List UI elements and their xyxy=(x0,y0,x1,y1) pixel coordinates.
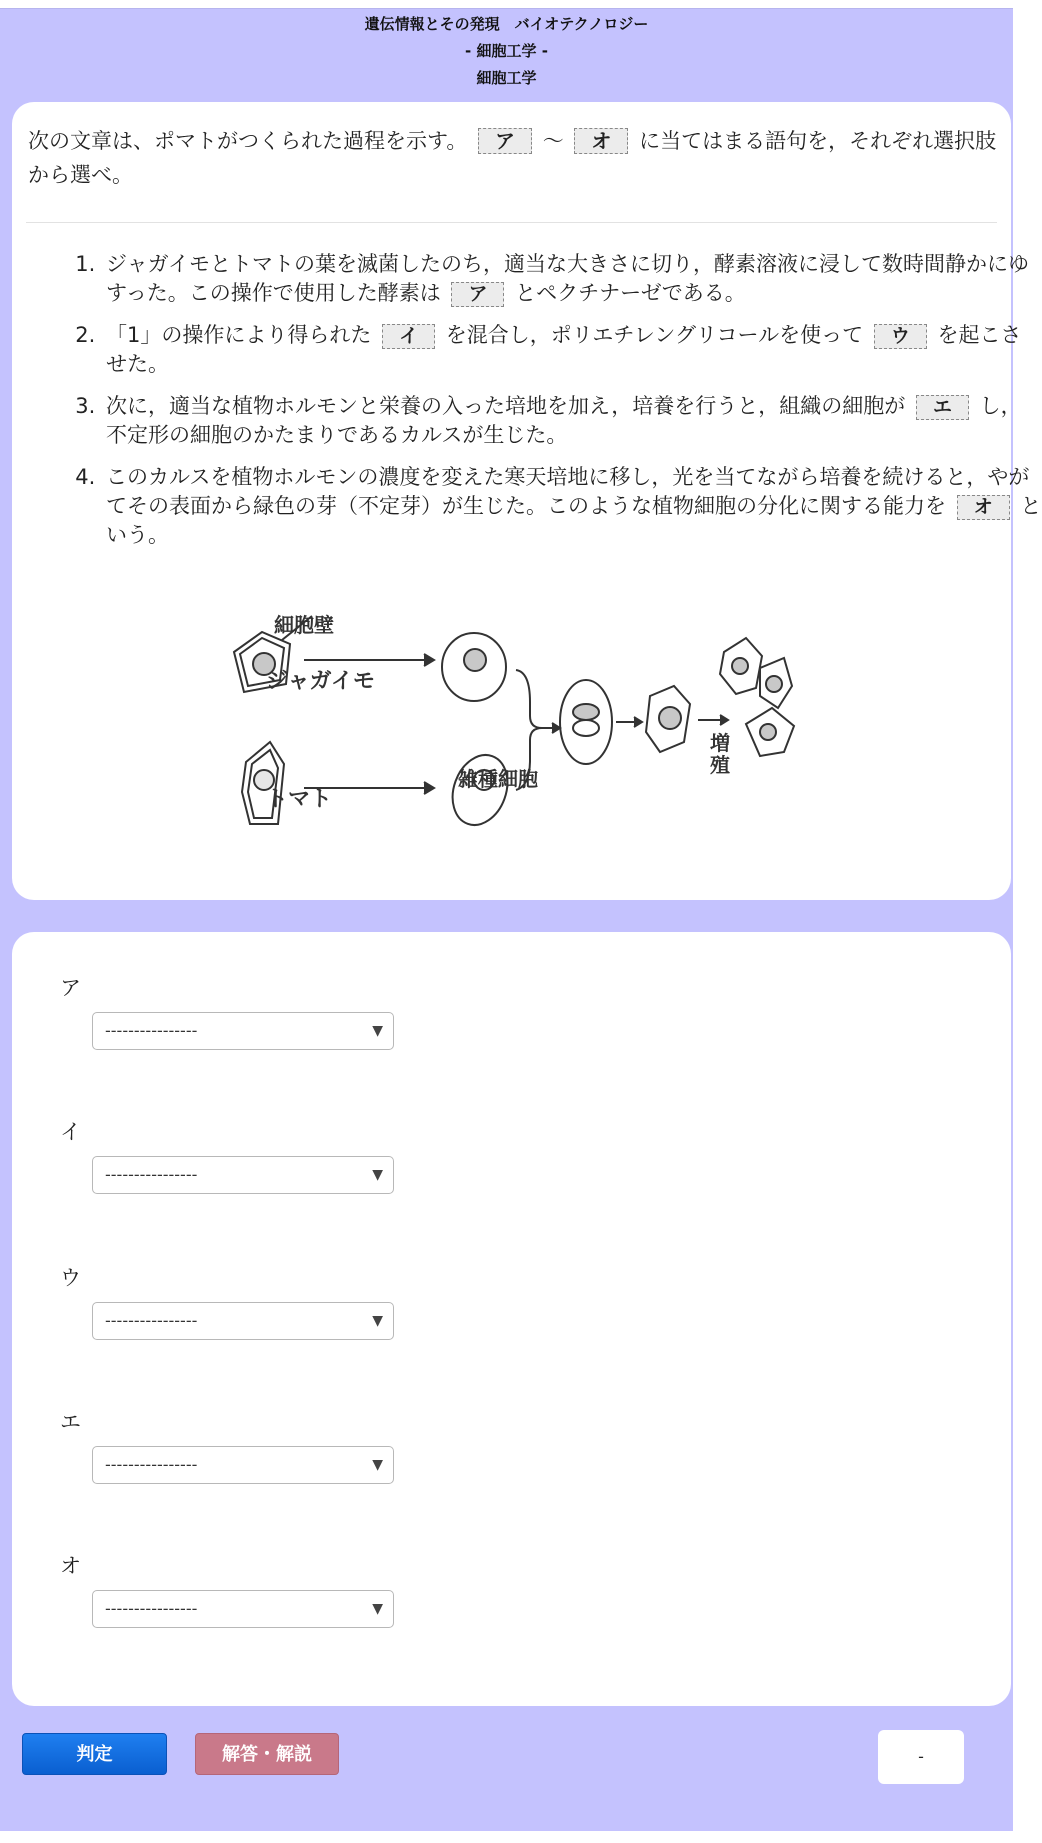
answer-select-a[interactable]: ---------------- ▼ xyxy=(92,1012,394,1050)
step-item: 2. 「1」の操作により得られた イ を混合し，ポリエチレングリコールを使って ウ を起こさせた。 xyxy=(102,321,1042,379)
answer-select-e[interactable]: ---------------- ▼ xyxy=(92,1446,394,1484)
blank-box: エ xyxy=(916,395,969,420)
blank-box: オ xyxy=(957,495,1010,520)
header xyxy=(0,11,1013,92)
cell-fusion-diagram xyxy=(212,592,812,852)
blank-box: ア xyxy=(478,128,532,154)
answer-label: イ xyxy=(60,1120,81,1144)
result-box: - xyxy=(878,1730,964,1784)
header-line1: 遺伝情報とその発現 バイオテクノロジー xyxy=(364,15,649,33)
header-line2: - 細胞工学 - xyxy=(465,42,548,60)
label-tomato: トマト xyxy=(266,786,333,811)
step-item: 3. 次に，適当な植物ホルモンと栄養の入った培地を加え，培養を行うと，組織の細胞が エ し，不定形の細胞のかたまりであるカルスが生じた。 xyxy=(102,392,1042,450)
blank-box: オ xyxy=(574,128,628,154)
answer-select-i[interactable]: ---------------- ▼ xyxy=(92,1156,394,1194)
answer-label: ア xyxy=(60,976,81,1000)
step-item: 4. このカルスを植物ホルモンの濃度を変えた寒天培地に移し，光を当てながら培養を続けると，やがてその表面から緑色の芽（不定芽）が生じた。このような植物細胞の分化に関する能力を オ という。 xyxy=(102,463,1042,550)
label-prolif-2: 殖 xyxy=(710,755,730,777)
step-list xyxy=(68,250,1042,563)
answer-select-u[interactable]: ---------------- ▼ xyxy=(92,1302,394,1340)
blank-box: イ xyxy=(382,324,435,349)
intro-text-1: 次の文章は、ポマトがつくられた過程を示す。 xyxy=(28,129,468,153)
blank-box: ア xyxy=(451,282,504,307)
divider xyxy=(26,222,997,223)
judge-button[interactable]: 判定 xyxy=(22,1733,167,1775)
dropdown-arrow-icon: ▼ xyxy=(372,1601,383,1617)
label-potato: ジャガイモ xyxy=(266,668,375,693)
answer-label: エ xyxy=(60,1410,81,1434)
label-hybrid: 雑種細胞 xyxy=(458,769,538,791)
intro-text-2: に当てはまる語句を，それぞれ選択肢から選べ。 xyxy=(28,129,997,187)
dropdown-arrow-icon: ▼ xyxy=(372,1313,383,1329)
question-intro xyxy=(28,124,998,192)
dropdown-arrow-icon: ▼ xyxy=(372,1023,383,1039)
blank-box: ウ xyxy=(874,324,927,349)
step-item: 1. ジャガイモとトマトの葉を滅菌したのち，適当な大きさに切り，酵素溶液に浸して数時間静かにゆすった。この操作で使用した酵素は ア とペクチナーゼである。 xyxy=(102,250,1042,308)
label-prolif-1: 増 xyxy=(710,733,730,755)
dropdown-arrow-icon: ▼ xyxy=(372,1167,383,1183)
answer-label: オ xyxy=(60,1554,81,1578)
answer-explanation-button[interactable]: 解答・解説 xyxy=(195,1733,339,1775)
answer-card xyxy=(12,932,1011,1706)
question-card xyxy=(12,102,1042,900)
label-cell-wall: 細胞壁 xyxy=(274,615,334,637)
answer-label: ウ xyxy=(60,1266,81,1290)
range-separator: 〜 xyxy=(542,129,564,153)
header-line3: 細胞工学 xyxy=(476,69,537,87)
answer-select-o[interactable]: ---------------- ▼ xyxy=(92,1590,394,1628)
dropdown-arrow-icon: ▼ xyxy=(372,1457,383,1473)
